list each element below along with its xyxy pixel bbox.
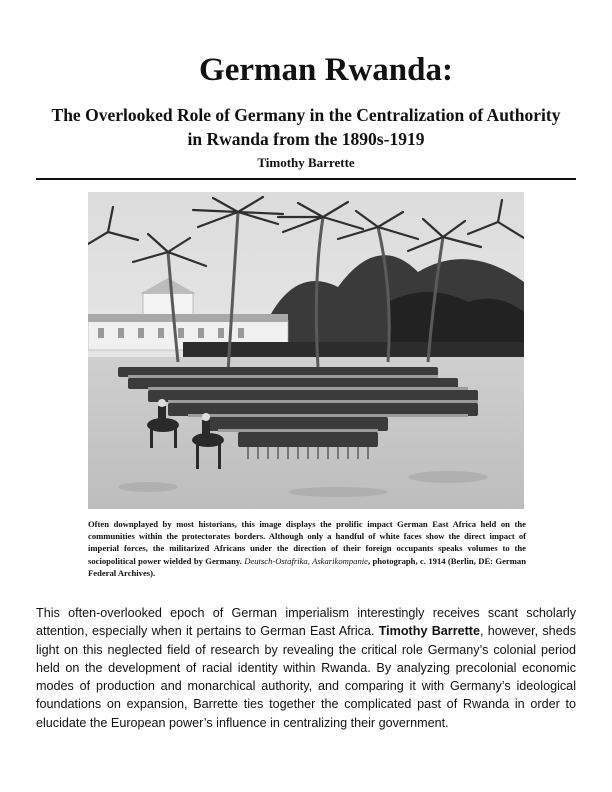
caption-source-title: Deutsch-Ostafrika, Askarikompanie [244,555,368,566]
title-divider [36,178,576,180]
caption-text: Often downplayed by most historians, this image displays the prolific impact German East Africa held on the communities within the protectorates borders. Although only a handful of white faces show the direct impact of imperial forces, the militarized Africans under the direction of their foreign occupants speaks volumes to the sociopolitical power wielded by Germany. [88,519,526,566]
subtitle-line-2: in Rwanda from the 1890s-1919 [187,129,425,149]
abstract-part-1: This often-overlooked epoch of German imperialism interestingly receives scant scholarly attention, especially when it pertains to German East Africa. [36,606,576,639]
figure-caption [88,518,526,579]
article-abstract [36,604,576,732]
article-subtitle [30,103,582,151]
abstract-part-2: , however, sheds light on this neglected field of research by revealing the critical role Germany’s colonial period held on the development of racial identity within Rwanda. By analyzing precolonial economic modes of production and monarchical authority, and comparing it with Germany’s ideological foundations on expansion, Barrette ties together the complicated past of Rwanda in order to elucidate the European power’s influence in centralizing their government. [36,624,576,730]
author-byline: Timothy Barrette [257,155,355,170]
caption-source-details: , photograph, c. 1914 (Berlin, DE: German Federal Archives). [88,555,526,578]
abstract-author-name: Timothy Barrette [378,624,480,639]
article-title: German Rwanda: [199,52,453,88]
subtitle-line-1: The Overlooked Role of Germany in the Centralization of Authority [51,105,561,125]
historical-photograph [88,192,524,509]
